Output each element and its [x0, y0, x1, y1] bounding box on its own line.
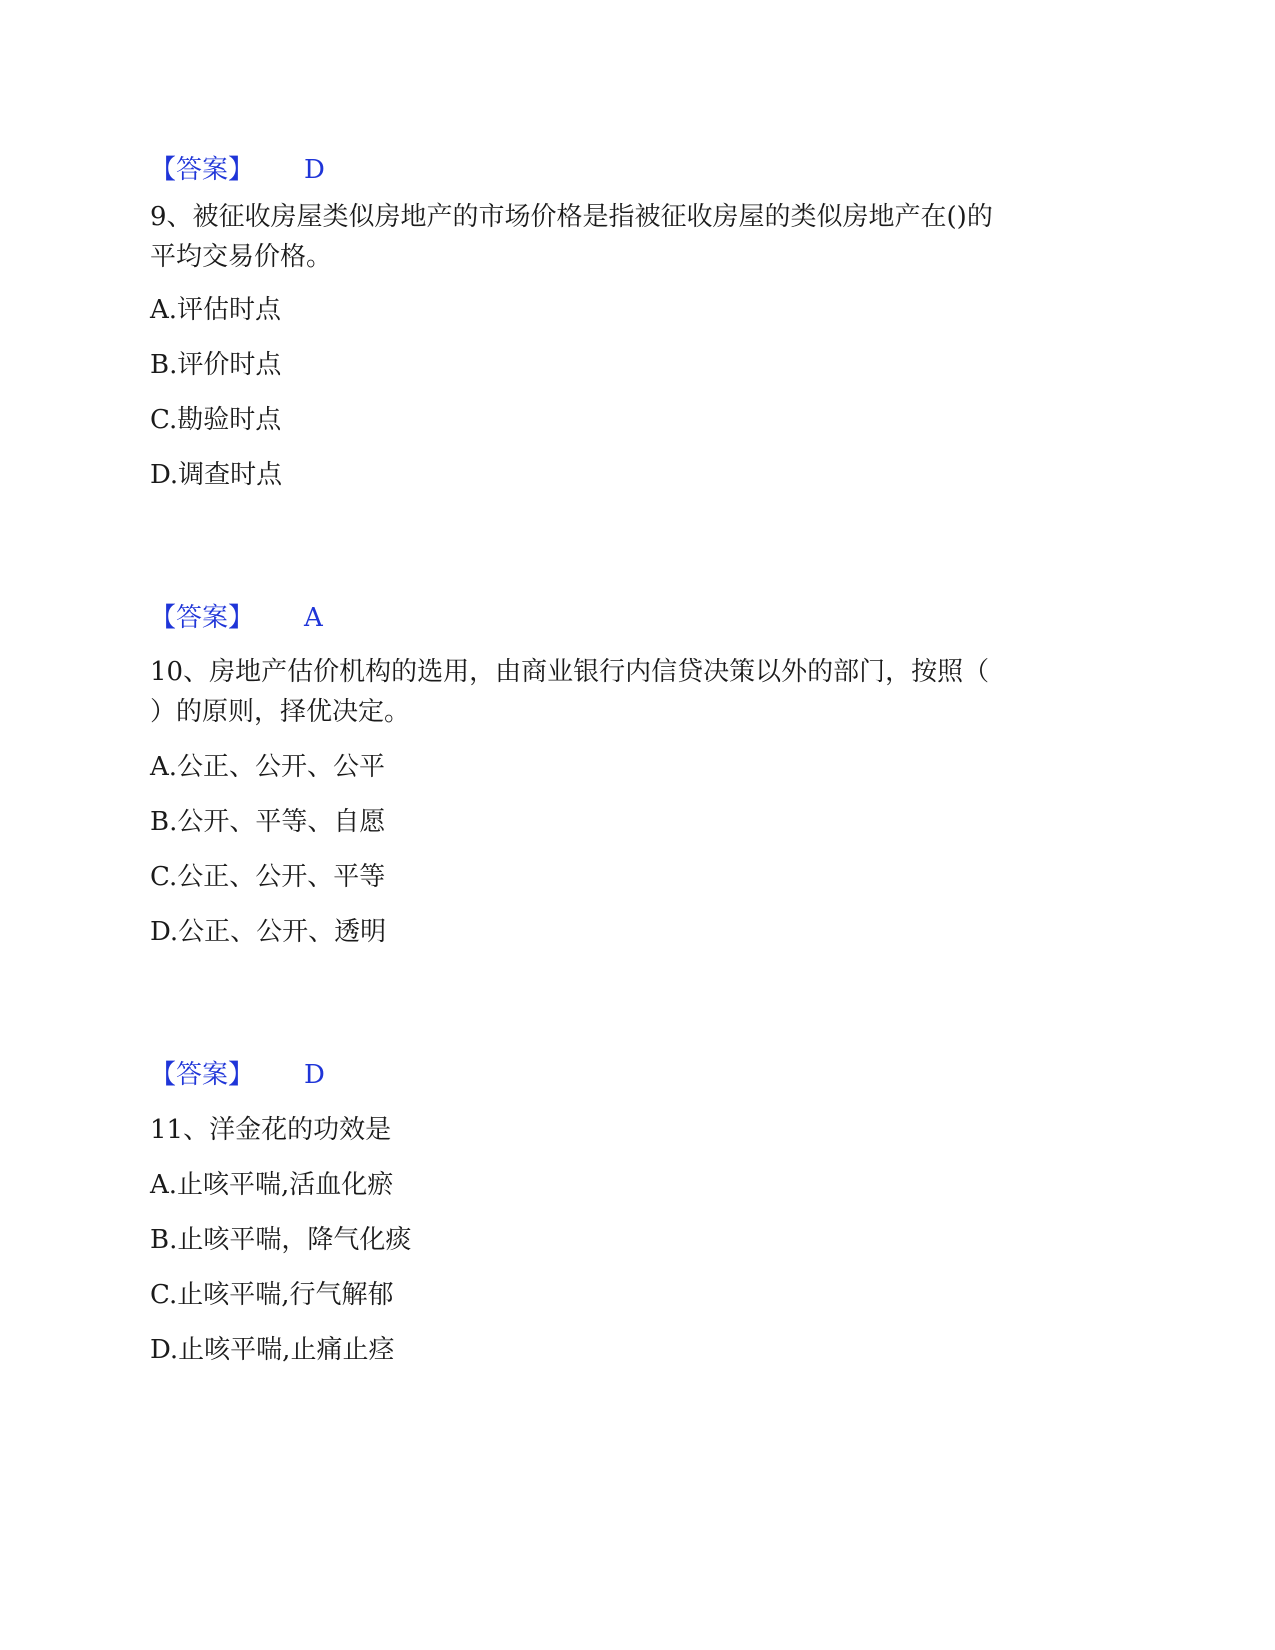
answer-row-q8 [150, 150, 325, 190]
question-10-option-a: A.公正、公开、公平 [150, 752, 386, 782]
question-11-option-b: B.止咳平喘，降气化痰 [150, 1225, 412, 1255]
answer-row-q9 [150, 598, 323, 638]
answer-value: A [304, 603, 323, 633]
answer-label: 【答案】 [150, 155, 255, 185]
question-9-line-1: 9、被征收房屋类似房地产的市场价格是指被征收房屋的类似房地产在()的 [150, 202, 993, 232]
question-9-line-2: 平均交易价格。 [150, 242, 333, 272]
answer-label: 【答案】 [150, 1060, 255, 1090]
question-11-option-c: C.止咳平喘,行气解郁 [150, 1280, 394, 1310]
answer-row-q10 [150, 1055, 325, 1095]
question-9-option-c: C.勘验时点 [150, 405, 282, 435]
answer-label: 【答案】 [150, 603, 255, 633]
question-10-line-1: 10、房地产估价机构的选用，由商业银行内信贷决策以外的部门，按照（ [150, 657, 990, 687]
question-10-line-2: ）的原则，择优决定。 [150, 697, 411, 727]
question-9-option-b: B.评价时点 [150, 350, 282, 380]
question-11-option-d: D.止咳平喘,止痛止痉 [150, 1335, 395, 1365]
question-11-option-a: A.止咳平喘,活血化瘀 [150, 1170, 394, 1200]
answer-value: D [304, 1060, 325, 1090]
question-9-option-d: D.调查时点 [150, 460, 283, 490]
question-10-option-c: C.公正、公开、平等 [150, 862, 386, 892]
answer-value: D [304, 155, 325, 185]
question-10-option-b: B.公开、平等、自愿 [150, 807, 386, 837]
question-11-line-1: 11、洋金花的功效是 [150, 1115, 392, 1145]
question-9-option-a: A.评估时点 [150, 295, 282, 325]
question-10-option-d: D.公正、公开、透明 [150, 917, 387, 947]
